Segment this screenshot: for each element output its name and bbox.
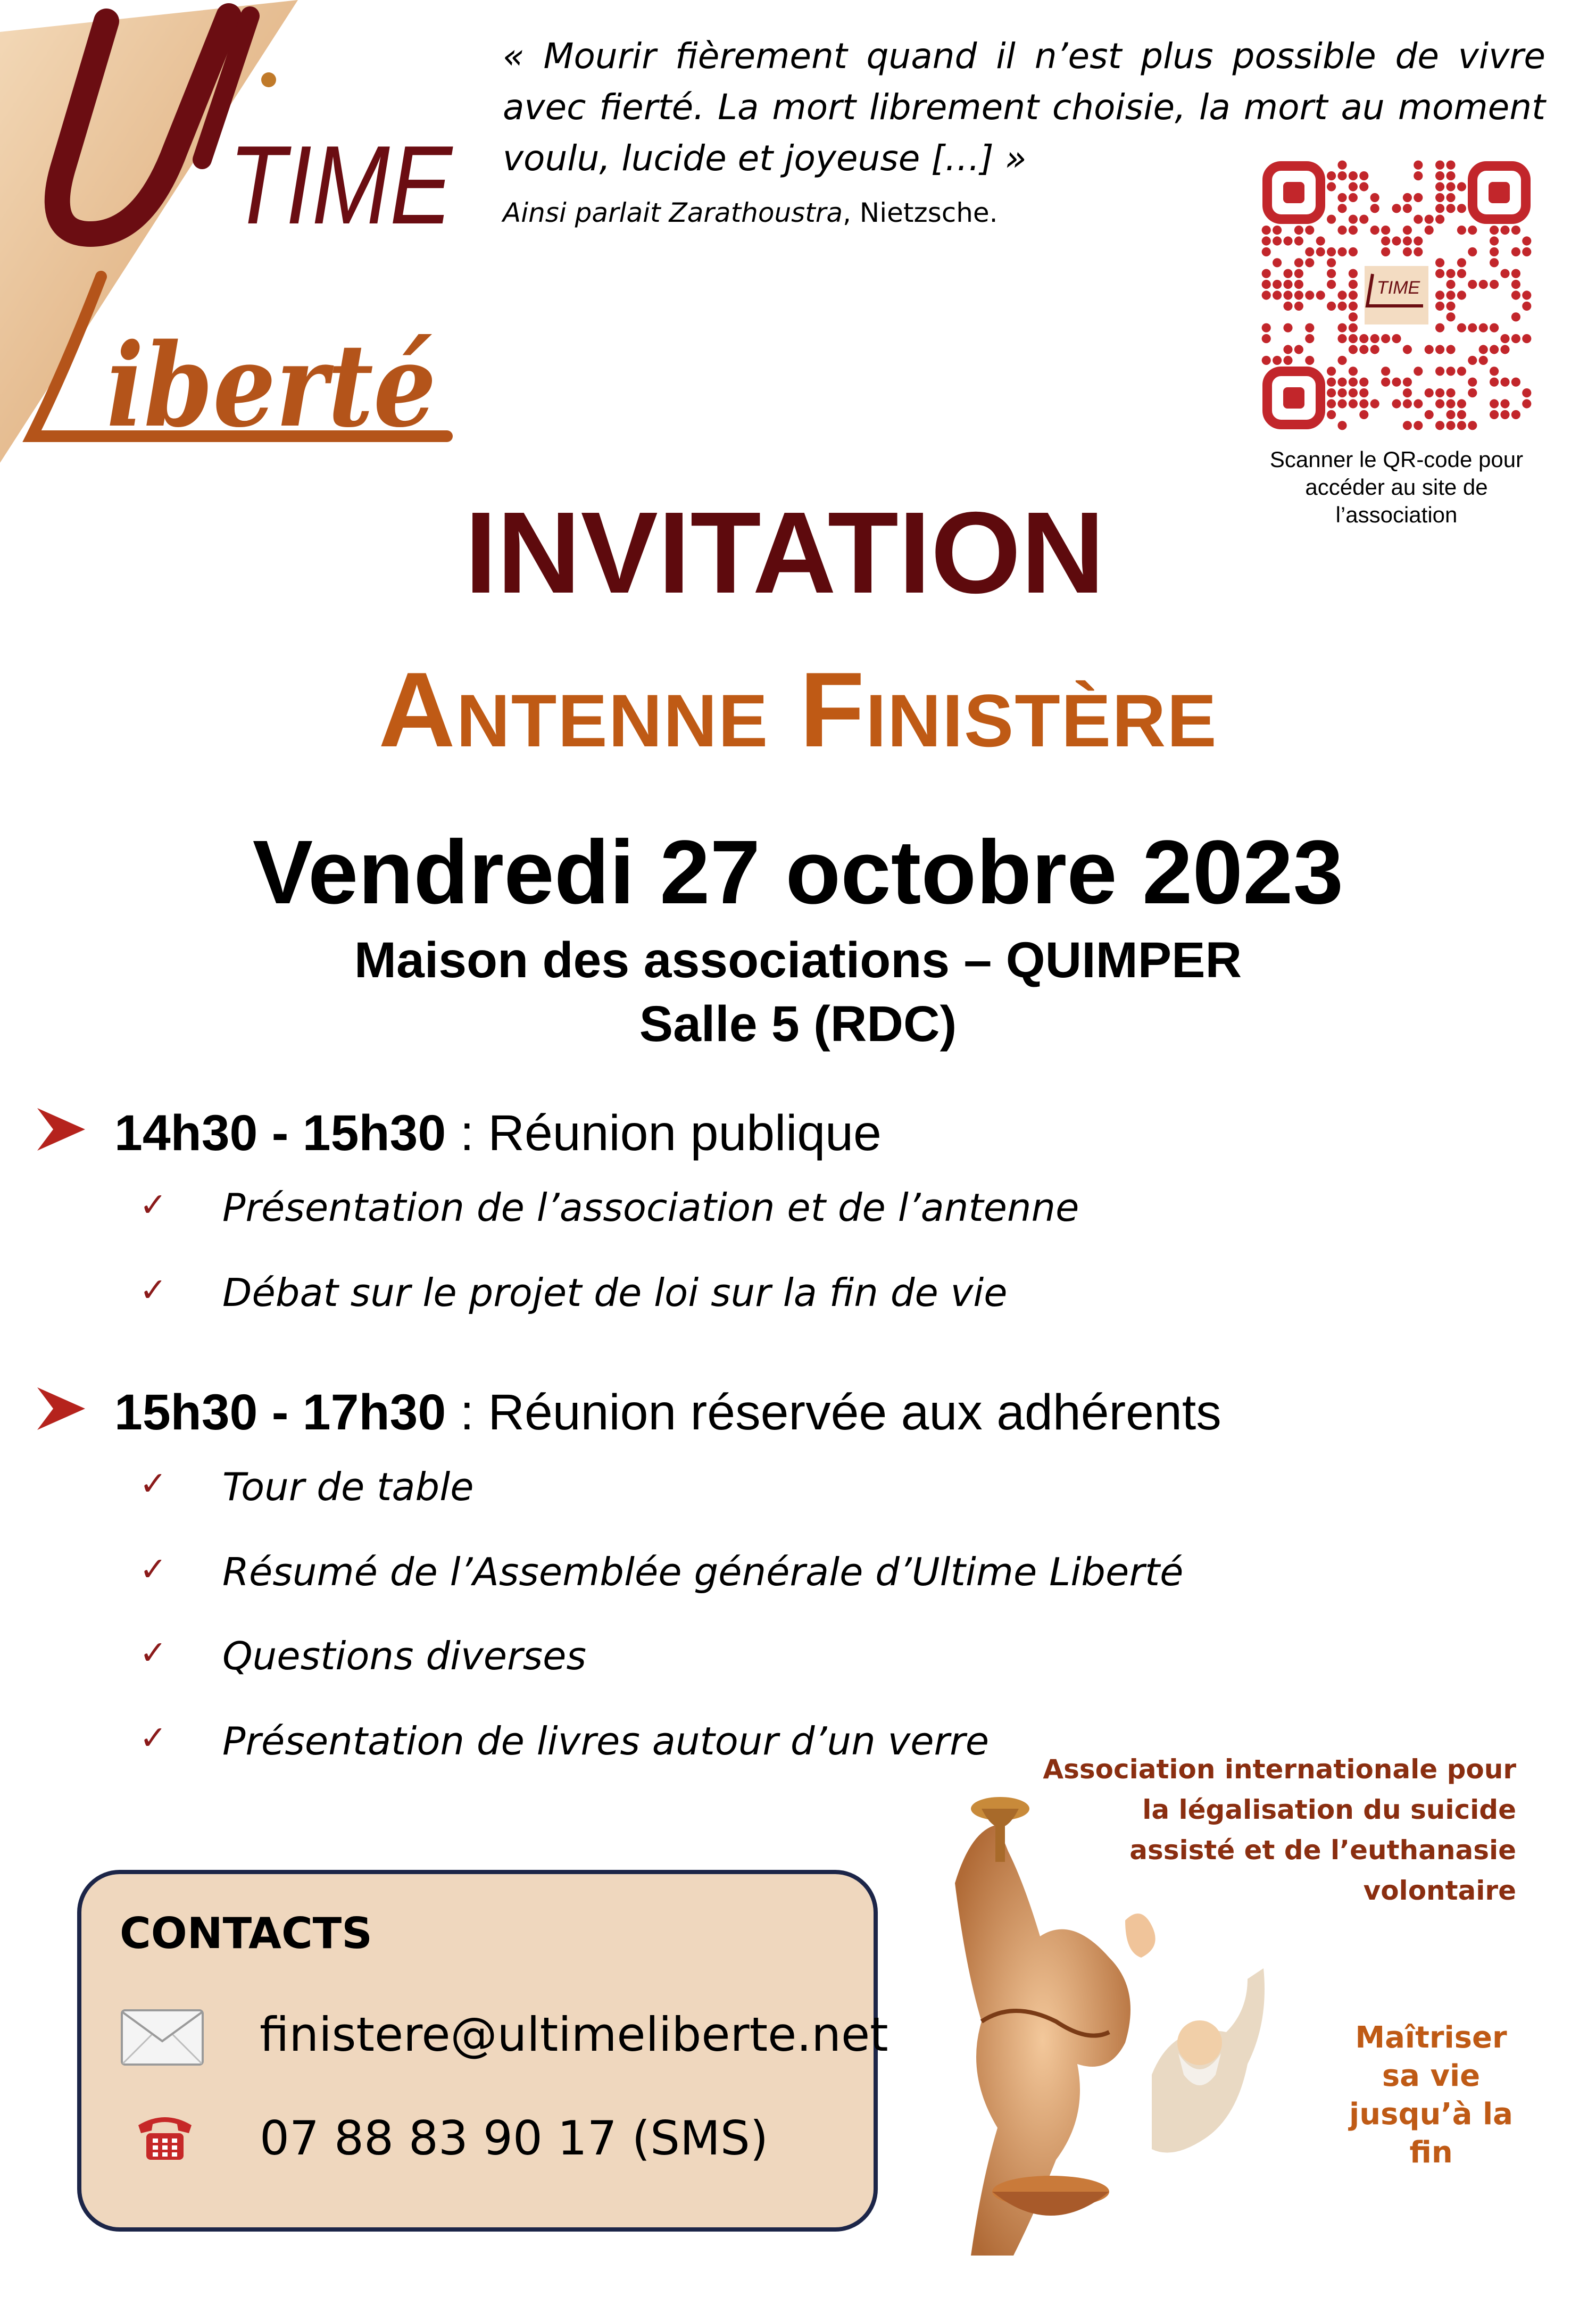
qr-module bbox=[1500, 226, 1509, 235]
qr-module bbox=[1446, 312, 1455, 321]
qr-module bbox=[1500, 345, 1509, 354]
qr-module bbox=[1446, 280, 1455, 289]
qr-module bbox=[1294, 226, 1303, 235]
agenda-section-members bbox=[114, 1383, 1221, 1442]
qr-module bbox=[1435, 290, 1444, 299]
qr-module bbox=[1511, 247, 1520, 256]
qr-module bbox=[1283, 269, 1292, 278]
agenda-label: : Réunion publique bbox=[446, 1105, 882, 1161]
qr-module bbox=[1511, 312, 1520, 321]
check-icon: ✓ bbox=[139, 1633, 167, 1672]
qr-module bbox=[1435, 399, 1444, 408]
qr-module bbox=[1381, 247, 1390, 256]
qr-module bbox=[1349, 334, 1358, 343]
qr-module bbox=[1349, 182, 1358, 191]
association-description: Association internationale pour la légalisation du suicide assisté et de l’euthanasie volontaire bbox=[1043, 1754, 1516, 1906]
qr-module bbox=[1273, 236, 1282, 245]
qr-module bbox=[1381, 226, 1390, 235]
qr-module bbox=[1392, 399, 1401, 408]
qr-module bbox=[1435, 215, 1444, 224]
qr-module bbox=[1435, 269, 1444, 278]
qr-module bbox=[1262, 280, 1271, 289]
qr-module bbox=[1403, 247, 1412, 256]
qr-module bbox=[1316, 247, 1325, 256]
qr-module bbox=[1294, 345, 1303, 354]
qr-module bbox=[1522, 334, 1531, 343]
qr-module bbox=[1349, 226, 1358, 235]
qr-module bbox=[1511, 269, 1520, 278]
qr-module bbox=[1337, 302, 1346, 311]
contact-phone-link[interactable]: 07 88 83 90 17 (SMS) bbox=[260, 2111, 769, 2166]
qr-module bbox=[1370, 226, 1379, 235]
qr-module bbox=[1522, 236, 1531, 245]
qr-module bbox=[1435, 323, 1444, 332]
qr-module bbox=[1349, 388, 1358, 397]
qr-module bbox=[1262, 290, 1271, 299]
qr-module bbox=[1425, 388, 1434, 397]
qr-module bbox=[1435, 367, 1444, 376]
qr-module bbox=[1403, 345, 1412, 354]
qr-module bbox=[1414, 193, 1423, 202]
qr-module bbox=[1500, 269, 1509, 278]
qr-module bbox=[1327, 399, 1336, 408]
qr-module bbox=[1262, 236, 1271, 245]
qr-module bbox=[1273, 258, 1282, 267]
qr-module bbox=[1511, 290, 1520, 299]
qr-module bbox=[1511, 334, 1520, 343]
qr-module bbox=[1490, 323, 1499, 332]
qr-module bbox=[1435, 302, 1444, 311]
qr-module bbox=[1479, 323, 1488, 332]
agenda-item: Présentation de l’association et de l’antenne bbox=[222, 1185, 1079, 1230]
qr-module bbox=[1337, 323, 1346, 332]
qr-module bbox=[1305, 226, 1314, 235]
qr-module bbox=[1327, 302, 1336, 311]
ultime-liberte-logo bbox=[0, 0, 468, 468]
qr-module bbox=[1316, 236, 1325, 245]
qr-module bbox=[1273, 356, 1282, 365]
qr-module bbox=[1327, 388, 1336, 397]
qr-module bbox=[1446, 421, 1455, 430]
qr-module bbox=[1337, 356, 1346, 365]
qr-module bbox=[1500, 399, 1509, 408]
qr-module bbox=[1294, 290, 1303, 299]
qr-module bbox=[1349, 345, 1358, 354]
qr-module bbox=[1414, 247, 1423, 256]
qr-module bbox=[1359, 399, 1368, 408]
qr-module bbox=[1359, 182, 1368, 191]
qr-module bbox=[1262, 334, 1271, 343]
qr-module bbox=[1370, 345, 1379, 354]
quote-source bbox=[503, 197, 998, 229]
qr-module bbox=[1349, 247, 1358, 256]
qr-module bbox=[1468, 280, 1477, 289]
qr-module bbox=[1457, 367, 1466, 376]
qr-module bbox=[1359, 334, 1368, 343]
qr-module bbox=[1370, 193, 1379, 202]
bullet-arrow-icon bbox=[37, 1387, 85, 1430]
qr-module bbox=[1435, 421, 1444, 430]
qr-module bbox=[1403, 236, 1412, 245]
qr-module bbox=[1337, 226, 1346, 235]
qr-module bbox=[1479, 356, 1488, 365]
qr-module bbox=[1511, 280, 1520, 289]
qr-module bbox=[1337, 399, 1346, 408]
qr-module bbox=[1349, 378, 1358, 387]
qr-module bbox=[1283, 280, 1292, 289]
qr-module bbox=[1337, 388, 1346, 397]
qr-module bbox=[1425, 345, 1434, 354]
quote-author: , Nietzsche. bbox=[843, 197, 998, 228]
agenda-item: Débat sur le projet de loi sur la fin de vie bbox=[222, 1270, 1008, 1315]
qr-module bbox=[1490, 258, 1499, 267]
qr-module bbox=[1457, 399, 1466, 408]
check-icon: ✓ bbox=[139, 1185, 167, 1224]
qr-module bbox=[1294, 236, 1303, 245]
agenda-item: Questions diverses bbox=[222, 1634, 586, 1678]
qr-module bbox=[1490, 378, 1499, 387]
qr-module bbox=[1294, 258, 1303, 267]
qr-module bbox=[1370, 334, 1379, 343]
qr-module bbox=[1283, 323, 1292, 332]
qr-module bbox=[1370, 204, 1379, 213]
qr-module bbox=[1337, 421, 1346, 430]
qr-module bbox=[1273, 226, 1282, 235]
qr-module bbox=[1414, 236, 1423, 245]
qr-module bbox=[1468, 421, 1477, 430]
qr-module bbox=[1435, 171, 1444, 180]
qr-module bbox=[1457, 258, 1466, 267]
qr-module bbox=[1446, 171, 1455, 180]
qr-module bbox=[1262, 269, 1271, 278]
qr-module bbox=[1457, 204, 1466, 213]
qr-caption: Scanner le QR-code pour accéder au site de l’association bbox=[1269, 447, 1524, 527]
qr-module bbox=[1283, 290, 1292, 299]
qr-module bbox=[1511, 378, 1520, 387]
qr-module bbox=[1327, 258, 1336, 267]
agenda-item: Tour de table bbox=[222, 1464, 474, 1509]
qr-module bbox=[1392, 334, 1401, 343]
qr-module bbox=[1327, 247, 1336, 256]
qr-module bbox=[1435, 258, 1444, 267]
qr-module bbox=[1359, 378, 1368, 387]
qr-module bbox=[1446, 269, 1455, 278]
qr-module bbox=[1500, 410, 1509, 419]
qr-module bbox=[1403, 399, 1412, 408]
qr-module bbox=[1337, 204, 1346, 213]
svg-text:TIME: TIME bbox=[229, 122, 454, 247]
qr-module bbox=[1381, 236, 1390, 245]
qr-module bbox=[1337, 193, 1346, 202]
qr-code[interactable] bbox=[1261, 160, 1532, 431]
qr-module bbox=[1359, 345, 1368, 354]
qr-module bbox=[1316, 290, 1325, 299]
qr-module bbox=[1522, 247, 1531, 256]
qr-module bbox=[1446, 193, 1455, 202]
qr-module bbox=[1262, 226, 1271, 235]
qr-module bbox=[1327, 410, 1336, 419]
qr-module bbox=[1522, 290, 1531, 299]
qr-module bbox=[1349, 280, 1358, 289]
qr-module bbox=[1457, 410, 1466, 419]
qr-module bbox=[1305, 334, 1314, 343]
agenda-time: 14h30 - 15h30 bbox=[114, 1105, 446, 1161]
qr-module bbox=[1337, 161, 1346, 170]
qr-module bbox=[1381, 378, 1390, 387]
svg-text:iberté: iberté bbox=[106, 318, 436, 453]
qr-module bbox=[1359, 171, 1368, 180]
qr-module bbox=[1490, 236, 1499, 245]
qr-module bbox=[1446, 302, 1455, 311]
nietzsche-quote: « Mourir fièrement quand il n’est plus possible de vivre avec fierté. La mort librement choisie, la mort au moment voulu, lucide et joyeuse […] » bbox=[503, 36, 1545, 179]
check-icon: ✓ bbox=[139, 1270, 167, 1309]
qr-module bbox=[1457, 226, 1466, 235]
qr-module bbox=[1479, 280, 1488, 289]
qr-module bbox=[1305, 258, 1314, 267]
antenne-subtitle: Antenne Finistère bbox=[378, 651, 1218, 769]
check-icon: ✓ bbox=[139, 1550, 167, 1588]
qr-module bbox=[1349, 312, 1358, 321]
qr-module bbox=[1349, 367, 1358, 376]
qr-module bbox=[1457, 182, 1466, 191]
qr-module bbox=[1403, 204, 1412, 213]
qr-module bbox=[1305, 356, 1314, 365]
qr-module bbox=[1522, 399, 1531, 408]
qr-module bbox=[1370, 399, 1379, 408]
quote-book: Ainsi parlait Zarathoustra bbox=[503, 197, 843, 228]
qr-module bbox=[1392, 236, 1401, 245]
qr-module bbox=[1327, 280, 1336, 289]
qr-module bbox=[1327, 215, 1336, 224]
qr-module bbox=[1468, 226, 1477, 235]
qr-module bbox=[1262, 323, 1271, 332]
qr-module bbox=[1479, 345, 1488, 354]
qr-module bbox=[1457, 421, 1466, 430]
qr-module bbox=[1403, 193, 1412, 202]
qr-module bbox=[1490, 410, 1499, 419]
qr-module bbox=[1294, 269, 1303, 278]
agenda-time: 15h30 - 17h30 bbox=[114, 1384, 446, 1441]
qr-module bbox=[1490, 345, 1499, 354]
qr-module bbox=[1294, 280, 1303, 289]
agenda-section-public bbox=[114, 1104, 882, 1162]
qr-module bbox=[1262, 247, 1271, 256]
qr-module bbox=[1349, 290, 1358, 299]
check-icon: ✓ bbox=[139, 1718, 167, 1757]
qr-module bbox=[1403, 388, 1412, 397]
qr-module bbox=[1468, 378, 1477, 387]
contact-email-link[interactable]: finistere@ultimeliberte.net bbox=[260, 2007, 888, 2062]
qr-module bbox=[1349, 302, 1358, 311]
qr-module bbox=[1414, 215, 1423, 224]
event-room: Salle 5 (RDC) bbox=[639, 996, 957, 1052]
event-date: Vendredi 27 octobre 2023 bbox=[252, 822, 1344, 923]
qr-module bbox=[1305, 323, 1314, 332]
qr-module bbox=[1490, 367, 1499, 376]
qr-module bbox=[1327, 269, 1336, 278]
invitation-title: INVITATION bbox=[464, 488, 1105, 618]
qr-module bbox=[1273, 290, 1282, 299]
qr-module bbox=[1283, 345, 1292, 354]
qr-module bbox=[1327, 367, 1336, 376]
qr-module bbox=[1425, 410, 1434, 419]
qr-module bbox=[1457, 269, 1466, 278]
qr-module bbox=[1283, 302, 1292, 311]
qr-module bbox=[1349, 193, 1358, 202]
qr-module bbox=[1381, 367, 1390, 376]
qr-module bbox=[1337, 247, 1346, 256]
agenda-item: Résumé de l’Assemblée générale d’Ultime Liberté bbox=[222, 1550, 1184, 1594]
qr-module bbox=[1446, 345, 1455, 354]
qr-module bbox=[1414, 161, 1423, 170]
qr-module bbox=[1283, 236, 1292, 245]
qr-module bbox=[1425, 226, 1434, 235]
qr-module bbox=[1349, 215, 1358, 224]
qr-module bbox=[1381, 334, 1390, 343]
qr-module bbox=[1359, 410, 1368, 419]
qr-module bbox=[1435, 182, 1444, 191]
qr-module bbox=[1446, 290, 1455, 299]
qr-module bbox=[1327, 378, 1336, 387]
qr-module bbox=[1273, 280, 1282, 289]
qr-module bbox=[1490, 280, 1499, 289]
qr-module bbox=[1468, 247, 1477, 256]
qr-module bbox=[1359, 388, 1368, 397]
qr-module bbox=[1337, 334, 1346, 343]
telephone-icon bbox=[136, 2109, 194, 2162]
qr-module bbox=[1349, 323, 1358, 332]
qr-module bbox=[1446, 399, 1455, 408]
association-motto: Maîtriser sa vie jusqu’à la fin bbox=[1349, 2020, 1513, 2170]
qr-module bbox=[1414, 367, 1423, 376]
qr-module bbox=[1500, 334, 1509, 343]
qr-module bbox=[1305, 247, 1314, 256]
qr-module bbox=[1414, 171, 1423, 180]
qr-module bbox=[1305, 290, 1314, 299]
qr-module bbox=[1403, 421, 1412, 430]
qr-module bbox=[1435, 388, 1444, 397]
qr-module bbox=[1327, 171, 1336, 180]
qr-module bbox=[1490, 226, 1499, 235]
agenda-item: Présentation de livres autour d’un verre bbox=[222, 1719, 990, 1763]
qr-module bbox=[1425, 215, 1434, 224]
agenda-label: : Réunion réservée aux adhérents bbox=[446, 1384, 1221, 1441]
qr-module bbox=[1468, 356, 1477, 365]
qr-module bbox=[1522, 388, 1531, 397]
envelope-icon bbox=[120, 2008, 205, 2067]
contacts-title: CONTACTS bbox=[120, 1909, 372, 1958]
qr-module bbox=[1435, 161, 1444, 170]
qr-module bbox=[1294, 302, 1303, 311]
qr-module bbox=[1490, 399, 1499, 408]
qr-module bbox=[1262, 356, 1271, 365]
qr-module bbox=[1392, 204, 1401, 213]
qr-module bbox=[1446, 204, 1455, 213]
svg-text:TIME: TIME bbox=[1377, 278, 1420, 298]
qr-module bbox=[1337, 378, 1346, 387]
qr-module bbox=[1414, 421, 1423, 430]
qr-module bbox=[1468, 388, 1477, 397]
qr-module bbox=[1337, 171, 1346, 180]
qr-module bbox=[1337, 290, 1346, 299]
qr-module bbox=[1511, 410, 1520, 419]
qr-module bbox=[1446, 182, 1455, 191]
qr-module bbox=[1327, 182, 1336, 191]
qr-module bbox=[1403, 226, 1412, 235]
qr-module bbox=[1457, 290, 1466, 299]
qr-module bbox=[1392, 378, 1401, 387]
qr-module bbox=[1446, 388, 1455, 397]
qr-module bbox=[1414, 399, 1423, 408]
qr-module bbox=[1349, 171, 1358, 180]
qr-module bbox=[1446, 367, 1455, 376]
qr-module bbox=[1435, 193, 1444, 202]
qr-module bbox=[1490, 247, 1499, 256]
qr-module bbox=[1349, 399, 1358, 408]
qr-module bbox=[1446, 410, 1455, 419]
qr-module bbox=[1446, 161, 1455, 170]
qr-module bbox=[1500, 378, 1509, 387]
qr-module bbox=[1283, 356, 1292, 365]
qr-module bbox=[1403, 378, 1412, 387]
bullet-arrow-icon bbox=[37, 1108, 85, 1151]
qr-module bbox=[1511, 226, 1520, 235]
qr-module bbox=[1457, 323, 1466, 332]
qr-module bbox=[1468, 323, 1477, 332]
qr-module bbox=[1435, 345, 1444, 354]
qr-module bbox=[1349, 269, 1358, 278]
check-icon: ✓ bbox=[139, 1464, 167, 1503]
qr-module bbox=[1522, 302, 1531, 311]
qr-module bbox=[1359, 215, 1368, 224]
qr-module bbox=[1435, 204, 1444, 213]
event-venue: Maison des associations – QUIMPER bbox=[354, 932, 1242, 988]
